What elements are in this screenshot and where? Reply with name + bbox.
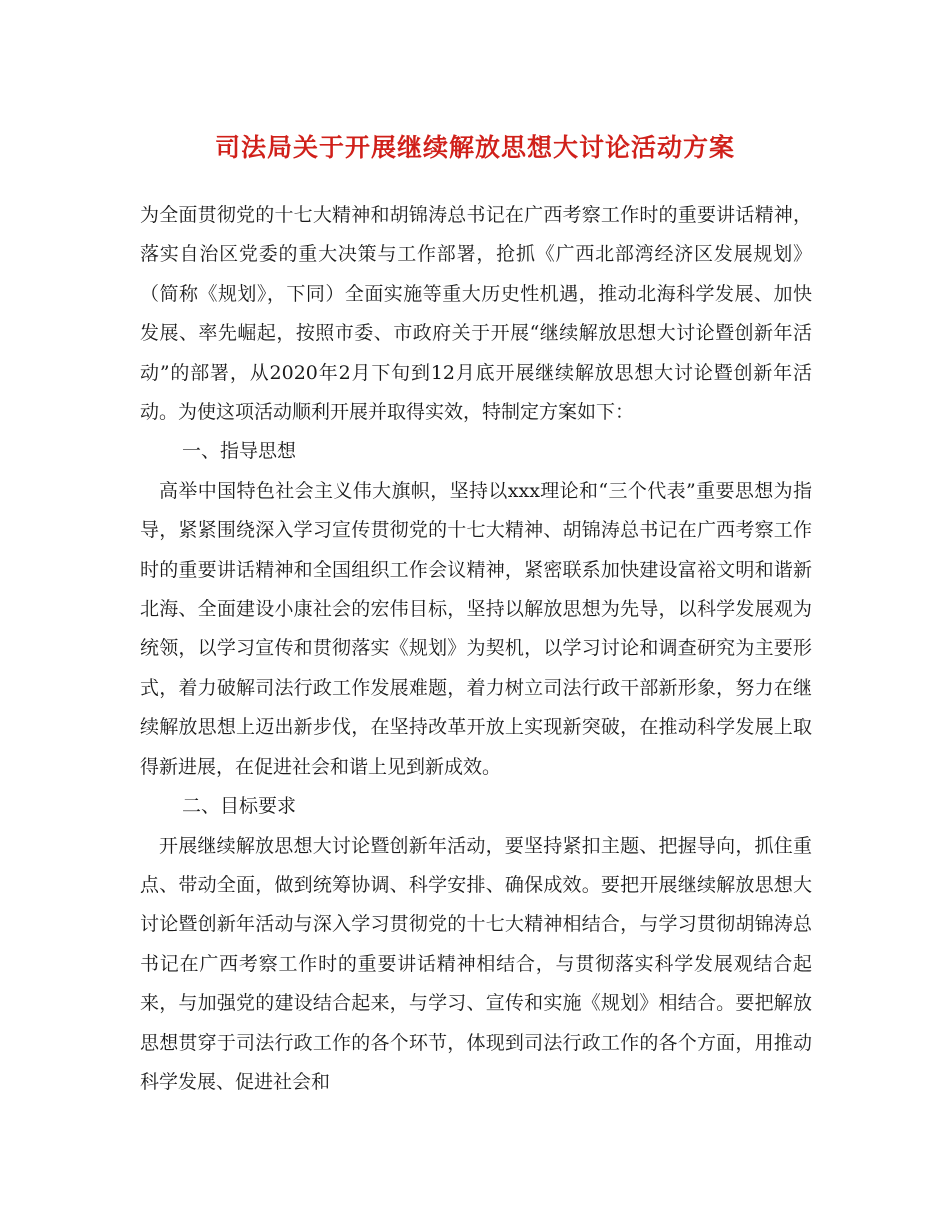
section-paragraph-guiding-ideology: 高举中国特色社会主义伟大旗帜，坚持以xxx理论和“三个代表”重要思想为指导，紧紧围绕深入学习宣传贯彻党的十七大精神、胡锦涛总书记在广西考察工作时的重要讲话精神和全国组织工作会议精神，紧密联系加快建设富裕文明和谐新北海、全面建设小康社会的宏伟目标，坚持以解放思想为先导，以科学发展观为统领，以学习宣传和贯彻落实《规划》为契机，以学习讨论和调查研究为主要形式，着力破解司法行政工作发展难题，着力树立司法行政干部新形象，努力在继续解放思想上迈出新步伐，在坚持改革开放上实现新突破，在推动科学发展上取得新进展，在促进社会和谐上见到新成效。 [140,479,812,778]
section-heading-goals: 二、目标要求 [182,795,297,818]
document-title: 司法局关于开展继续解放思想大讨论活动方案 [214,133,735,162]
section-heading-guiding-ideology: 一、指导思想 [182,440,297,463]
document-body [140,196,812,1102]
intro-paragraph: 为全面贯彻党的十七大精神和胡锦涛总书记在广西考察工作时的重要讲话精神，落实自治区党委的重大决策与工作部署，抢抓《广西北部湾经济区发展规划》（简称《规划》，下同）全面实施等重大历史性机遇，推动北海科学发展、加快发展、率先崛起，按照市委、市政府关于开展“继续解放思想大讨论暨创新年活动”的部署，从2020年2月下旬到12月底开展继续解放思想大讨论暨创新年活动。为使这项活动顺利开展并取得实效，特制定方案如下： [140,204,812,424]
section-paragraph-goals: 开展继续解放思想大讨论暨创新年活动，要坚持紧扣主题、把握导向，抓住重点、带动全面，做到统筹协调、科学安排、确保成效。要把开展继续解放思想大讨论暨创新年活动与深入学习贯彻党的十七大精神相结合，与学习贯彻胡锦涛总书记在广西考察工作时的重要讲话精神相结合，与贯彻落实科学发展观结合起来，与加强党的建设结合起来，与学习、宣传和实施《规划》相结合。要把解放思想贯穿于司法行政工作的各个环节，体现到司法行政工作的各个方面，用推动科学发展、促进社会和 [140,834,812,1093]
